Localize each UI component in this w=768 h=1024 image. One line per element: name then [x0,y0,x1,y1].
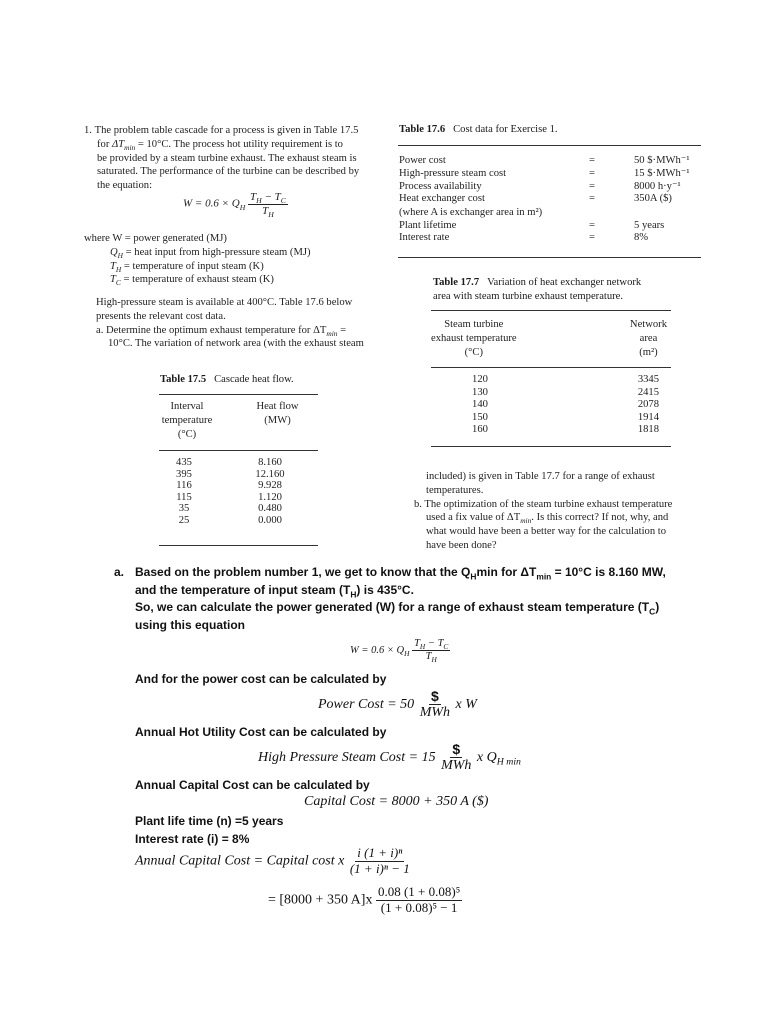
table-row: High-pressure steam cost = 15 $·MWh⁻¹ [399,168,690,180]
problem-line-1: 1. The problem table cascade for a process is given in Table 17.5 [84,125,359,136]
plant-lifetime: Plant life time (n) =5 years [135,814,284,828]
variable-definitions [84,232,389,287]
table-row: Power cost = 50 $·MWh⁻¹ [399,155,690,166]
part-a-line-1: a. Determine the optimum exhaust temperature for $\Delta T_{min}$ = [96,324,347,338]
table-row: 150 1914 [472,411,659,423]
table-row: 115 1.120 [176,491,282,503]
solution-turbine-equation: $W = 0.6 \times Q_H$ $\frac{T_H - T_C}{T_H}$ [350,638,449,665]
table-row: 130 2415 [472,386,659,398]
table-17-7-col2-header: Network area (m²) [629,319,667,358]
table-row: Process availability = 8000 h·y⁻¹ [399,180,681,192]
def-th: $T_H$ = temperature of input steam (K) [110,260,264,274]
capital-cost-heading: Annual Capital Cost can be calculated by [135,778,370,792]
table-row: Interest rate = 8% [399,232,649,244]
table-17-7-top-rule [431,310,671,311]
table-row: 116 9.928 [176,480,282,492]
table-17-5-mid-rule [159,450,318,451]
table-17-7-body [431,374,671,437]
table-17-5-caption: Table 17.5 Cascade heat flow. [160,374,294,385]
table-17-5-body [159,457,318,527]
table-row: 160 1818 [472,424,659,436]
table-17-5-header [159,400,318,441]
problem-line-4: saturated. The performance of the turbine can be described by [97,166,360,178]
solution-line-2: and the temperature of input steam $(T_H)$ is 435°C. [135,582,414,599]
problem-line-2: for $\Delta T_{min} = 10^\circ C$. The process hot utility requirement is to [97,138,343,152]
def-tc: $T_C$ = temperature of exhaust steam (K) [110,274,274,288]
annual-capital-cost-values: = [8000 + 350 A]x $\frac{\text{0.08 (1 + 0.08)⁵}}{\text{(1 + 0.08)⁵ − 1}}$ [268,884,461,915]
power-cost-heading: And for the power cost can be calculated by [135,672,387,686]
table-row: (where A is exchanger area in m²) [399,206,543,218]
table-row: Plant lifetime = 5 years [399,219,665,231]
where-line: where W = power generated (MJ) [84,233,227,244]
part-b-line-4: have been done? [426,539,497,551]
problem-statement [84,124,385,193]
part-a-cont-1: included) is given in Table 17.7 for a range of exhaust [426,471,655,482]
problem-line-3: be provided by a steam turbine exhaust. The exhaust steam is [97,152,357,164]
solution-line-4: using this equation [135,617,245,632]
table-row: 435 8.160 [176,457,282,468]
def-qh: $Q_H$ = heat input from high-pressure steam (MJ) [110,246,311,260]
interest-rate: Interest rate (i) = 8% [135,832,250,846]
solution-line-3: So, we can calculate the power generated (W) for a range of exhaust steam temperature $(T_C)$ [135,600,660,617]
problem-para-2: High-pressure steam is available at 400°C. Table 17.6 below presents the relevant cost data. a. Determine the optimum exhaust temperature for $\Delta T_{min}$ = 10°C. The variation of network area (with the exhaust steam [96,296,385,351]
annual-capital-cost-formula: Annual Capital Cost = Capital cost x $\frac{\text{i (1 + i)ⁿ}}{\text{(1 + i)ⁿ − 1}}$ [135,845,410,876]
table-row: 35 0.480 [178,503,282,515]
table-17-7-bottom-rule [431,446,671,447]
solution-intro [135,564,735,634]
power-cost-equation: Power Cost = 50 $\frac{\$}{\text{MWh}}$ x W [318,688,477,721]
table-row: 395 12.160 [176,468,285,480]
part-b-line-1: b. The optimization of the steam turbine exhaust temperature [414,498,673,510]
part-b-line-2: used a fix value of $\Delta T_{min}$. Is this correct? If not, why, and [426,512,669,526]
hot-utility-heading: Annual Hot Utility Cost can be calculated by [135,725,387,739]
part-a-line-2: 10°C. The variation of network area (with the exhaust steam [108,338,364,350]
table-row: 120 3345 [472,374,659,385]
table-17-7-mid-rule [431,367,671,368]
table-17-7-caption: Table 17.7 Variation of heat exchanger network area with steam turbine exhaust temperature. [433,277,642,302]
table-17-5-col2-header: Heat flow (MW) [256,401,299,426]
table-17-5-col1-header: Interval temperature (°C) [161,401,213,440]
solution-line-1: Based on the problem number 1, we get to know that the $Q_H\min$ for $\Delta T_{min} = 10^\circ C$ is 8.160 MW, [135,565,666,582]
table-17-7-header [431,318,671,359]
table-17-7-col1-header: Steam turbine exhaust temperature (°C) [431,319,517,358]
turbine-equation: $W = 0.6 \times Q_H$ $\frac{T_H - T_C}{T_H}$ [183,191,286,219]
table-17-5-top-rule [159,394,318,395]
solution-marker: a. [114,565,125,579]
part-b-line-3: what would have been a better way for the calculation to [426,526,667,538]
table-row: Heat exchanger cost = 350A ($) [399,193,672,205]
table-row: 25 0.000 [178,514,282,526]
table-17-6-bottom-rule [398,257,701,258]
problem-line-5: the equation: [97,180,153,192]
table-17-6-caption: Table 17.6 Cost data for Exercise 1. [399,124,558,135]
problem-right-text [414,470,701,553]
table-row: 140 2078 [472,399,659,411]
table-17-6-body [399,154,702,245]
table-17-5-bottom-rule [159,545,318,546]
hot-utility-equation: High Pressure Steam Cost = 15 $\frac{\$}{\text{MWh}}$ x $Q_{H min}$ [258,741,521,774]
capital-cost-equation: Capital Cost = 8000 + 350 A ($) [304,794,489,809]
table-17-6-top-rule [398,145,701,146]
part-a-cont-2: temperatures. [426,484,484,496]
